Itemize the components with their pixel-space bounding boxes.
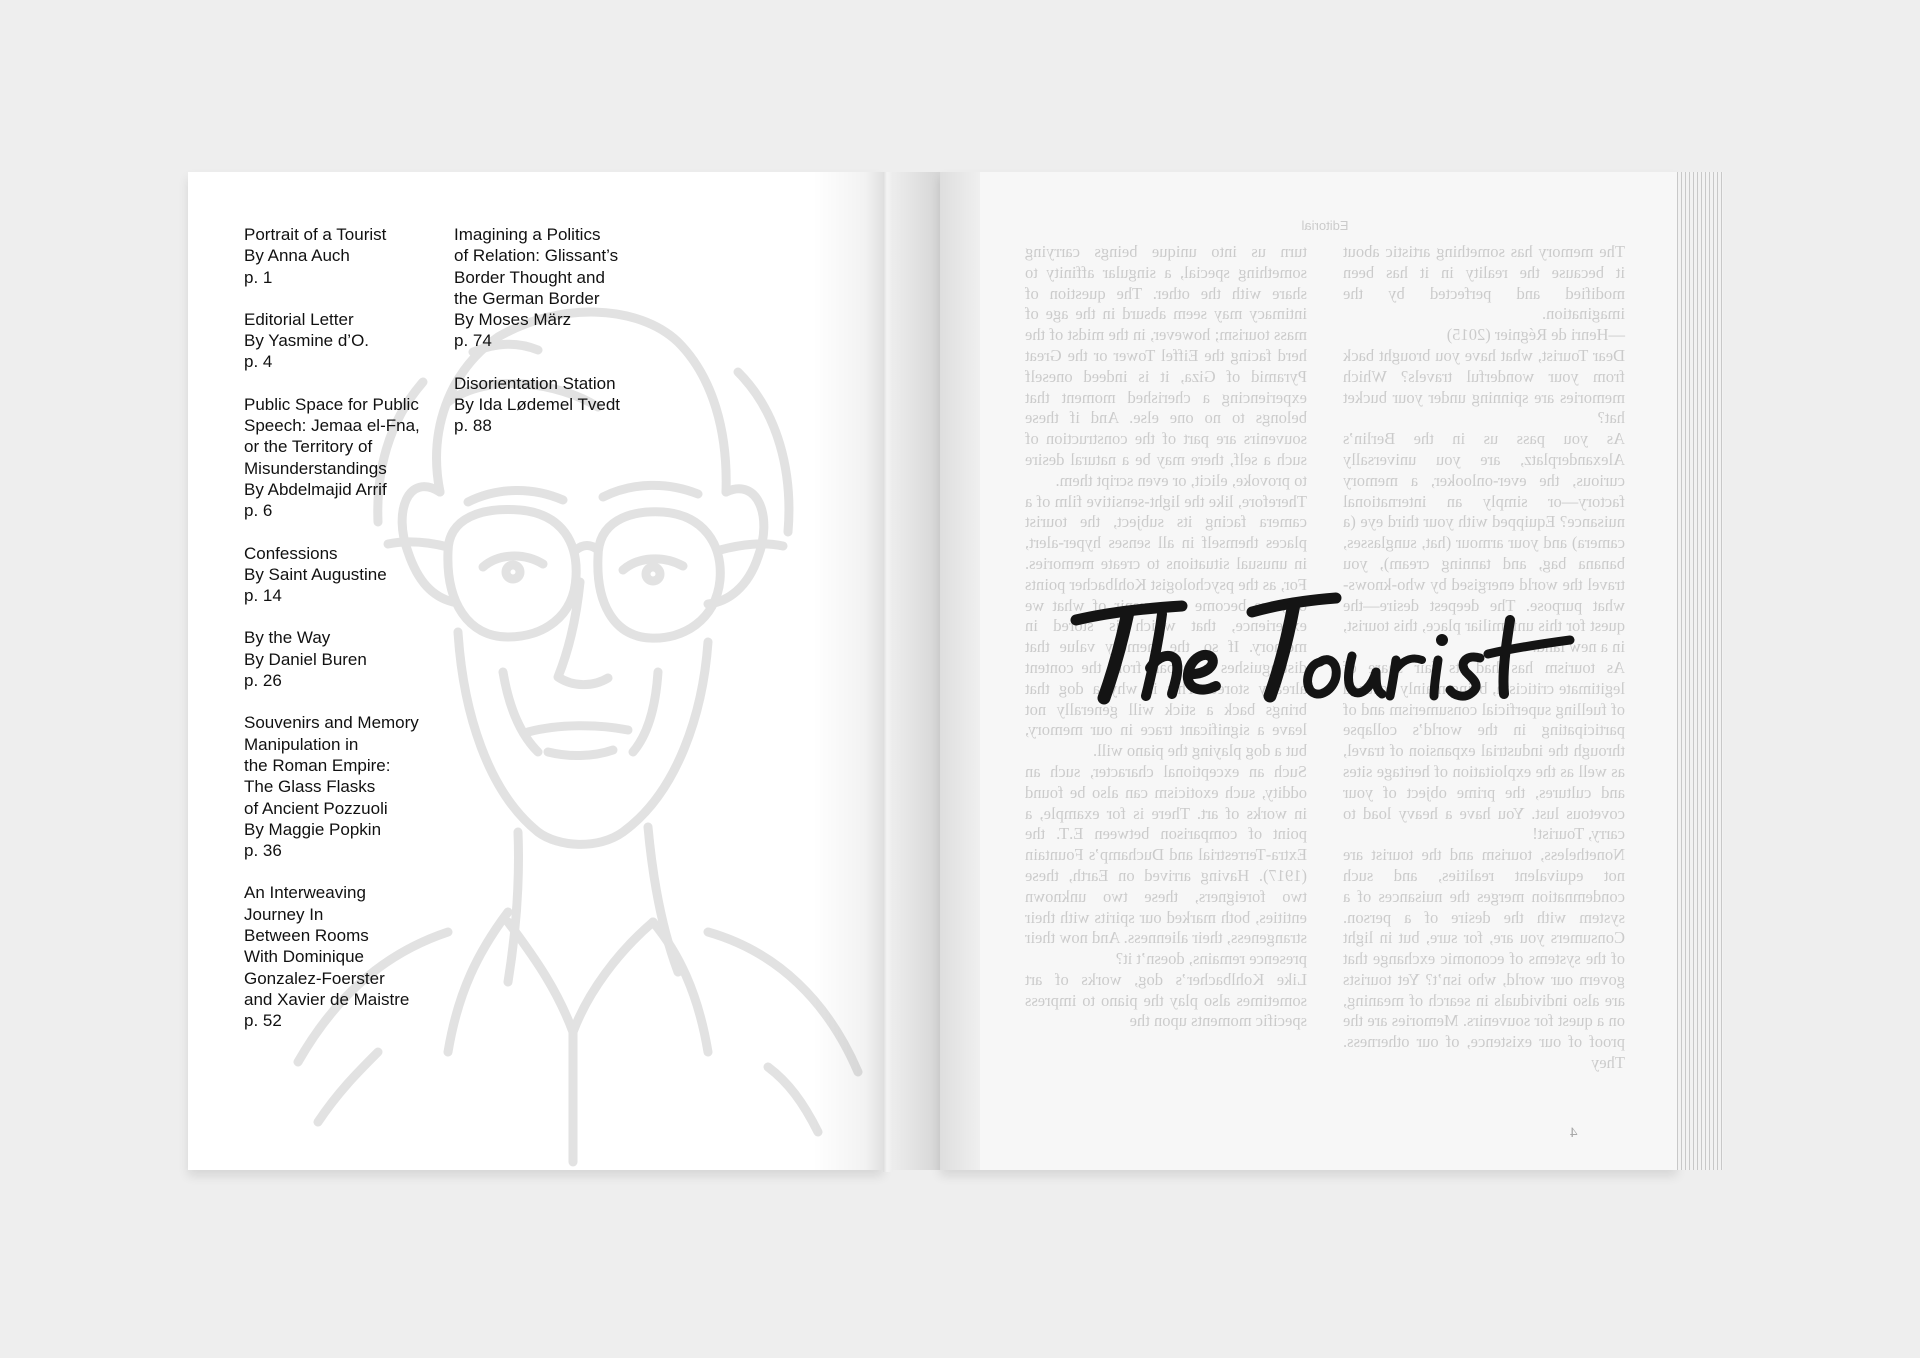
contents-line: Speech: Jemaa el-Fna, (244, 416, 420, 436)
contents-line: By Yasmine d’O. (244, 331, 370, 351)
show-through-paragraph: Such an exceptional character, such an oddity, such exoticism can also be found in works of art. There is for example, a point of comparison between E.T. the Extra-Terrestrial and Duchamp’s Fountain (1917). Having arrived on Earth, these two foreigners, these two unknown entities, both marked our spirits with their strangeness, their alienness. And now their presence remains, doesn’t it? (1025, 761, 1307, 969)
contents-entry (244, 712, 444, 861)
contents-line: Editorial Letter (244, 309, 354, 329)
contents-line: Gonzalez-Foerster (244, 968, 385, 988)
contents-line: p. 6 (244, 501, 273, 521)
contents-line: Journey In (244, 904, 324, 924)
show-through-paragraph: —Henri de Régnier (2015) (1446, 325, 1625, 345)
contents-entry (454, 373, 654, 437)
contents-entry (244, 394, 444, 522)
contents-line: Souvenirs and Memory (244, 713, 419, 733)
contents-line: By Anna Auch (244, 246, 350, 266)
show-through-paragraph: The memory has something artistic about it because the reality in it has been modified and perfected by the imagination. (1343, 242, 1625, 324)
show-through-paragraph: As tourism has had its fair share of legitimate criticism, being mainly accused of fuelling superficial consumerism and of participating in the world’s collapse through the industrial expansion of travel, as well as the exploitation of heritage sites and cultures, the prime object of your covetous lust. You have a heavy load to carry, Tourist! (1343, 657, 1625, 844)
contents-line: of Relation: Glissant’s (454, 246, 619, 266)
contents-line: p. 4 (244, 352, 273, 372)
contents-line: and Xavier de Maistre (244, 989, 410, 1009)
contents-line: p. 52 (244, 1011, 282, 1031)
show-through-paragraph: turn us into unique beings carrying something special, a singular affinity to share with the other. The question of intimacy may seem absurd in the age of mass tourism; however, in the midst of the herd facing the Eiffel Tower or the Great Pyramid of Giza, it is indeed oneself experiencing a cherished moment that belongs to no one else. And if these souvenirs are part of the construction of such a self, there may be a natural desire to provoke, elicit, or even script them. (1025, 242, 1307, 490)
show-through-paragraph: Nonetheless, tourism and the tourist are not equivalent realities, and such condemnation merges the nuisances of a system with the desire of a person. Consumers you are, for sure, but in light of the systems of economic exchange that govern our world, who isn’t? Yet tourists are also individuals in search of meaning, on a quest for souvenirs. Memories are the proof of our existence, of our otherness. They (1343, 845, 1625, 1073)
contents-entry (244, 224, 444, 288)
contents-line: Disorientation Station (454, 373, 616, 393)
contents-line: p. 26 (244, 671, 282, 691)
contents-line: the German Border (454, 288, 600, 308)
running-header: Editorial (1301, 218, 1349, 233)
contents-column-2 (454, 224, 654, 458)
contents-line: By Ida Lødemel Tvedt (454, 395, 620, 415)
contents-entry (454, 224, 654, 352)
page-edges (1677, 172, 1723, 1170)
contents-line: By the Way (244, 628, 331, 648)
show-through-paragraph: Like Kohlbacher’s dog, works of art sometimes also play the piano to impress specific moments upon the (1025, 969, 1307, 1031)
contents-line: By Daniel Buren (244, 649, 367, 669)
the-tourist-title-lettering (1070, 590, 1590, 710)
contents-line: Border Thought and (454, 267, 605, 287)
contents-line: By Moses März (454, 310, 572, 330)
contents-line: the Roman Empire: (244, 755, 391, 775)
book-gutter (883, 172, 893, 1172)
contents-page (188, 172, 883, 1170)
contents-line: Public Space for Public (244, 394, 419, 414)
contents-line: of Ancient Pozzuoli (244, 798, 388, 818)
contents-line: p. 88 (454, 416, 492, 436)
contents-line: p. 74 (454, 331, 492, 351)
contents-line: Between Rooms (244, 926, 369, 946)
contents-line: Manipulation in (244, 734, 359, 754)
magazine-spread (188, 172, 1734, 1172)
contents-line: p. 36 (244, 841, 282, 861)
contents-entry (244, 627, 444, 691)
show-through-paragraph: Therefore, like the light-sensitive film of a camera facing its subject, the tourist places themself in all senses hyper-alert, in unusual situations to create memories. For, as the psychologist Kohlbacher points out, we become a souvenir of what we experience, that which is stored in memory. If so, the memory value that distinguishes it in part from the content already stored. This is why a dog that brings back a stick will generally not leave a significant trace in our memory, but a dog playing the piano will. (1025, 491, 1307, 761)
contents-line: An Interweaving (244, 883, 366, 903)
contents-entry (244, 309, 444, 373)
contents-line: Misunderstandings (244, 458, 387, 478)
show-through-paragraph: Dear Tourist, what have you brought back from your wonderful travels? Which memories are spinning under your bucket hat? (1343, 345, 1625, 428)
contents-line: Portrait of a Tourist (244, 225, 387, 244)
contents-line: The Glass Flasks (244, 777, 376, 797)
show-through-paragraph: As you pass us in the Berlin’s Alexanderplatz, are you universally curious, the ever-onlooker, a memory factory—or simply an international nuisance? Equipped with your third eye (a camera) and your armour (hat, sunglasses, banana bag, and tanning cream), you travel the world energised by who-knows-what purpose. The deepest desire—the quest for this unfamiliar place, this tourist, in a new land. (1343, 429, 1625, 657)
contents-line: p. 14 (244, 586, 282, 606)
contents-entry (244, 882, 444, 1031)
contents-line: By Maggie Popkin (244, 819, 382, 839)
editorial-page (940, 172, 1677, 1170)
contents-entry (244, 543, 444, 607)
contents-line: Confessions (244, 543, 338, 563)
page-number: 4 (1569, 1125, 1577, 1141)
contents-column-1 (244, 224, 444, 1053)
contents-line: By Saint Augustine (244, 564, 387, 584)
contents-line: or the Territory of (244, 437, 373, 457)
contents-line: Imagining a Politics (454, 225, 601, 244)
contents-line: By Abdelmajid Arrif (244, 479, 387, 499)
contents-line: With Dominique (244, 947, 364, 967)
contents-line: p. 1 (244, 267, 273, 287)
